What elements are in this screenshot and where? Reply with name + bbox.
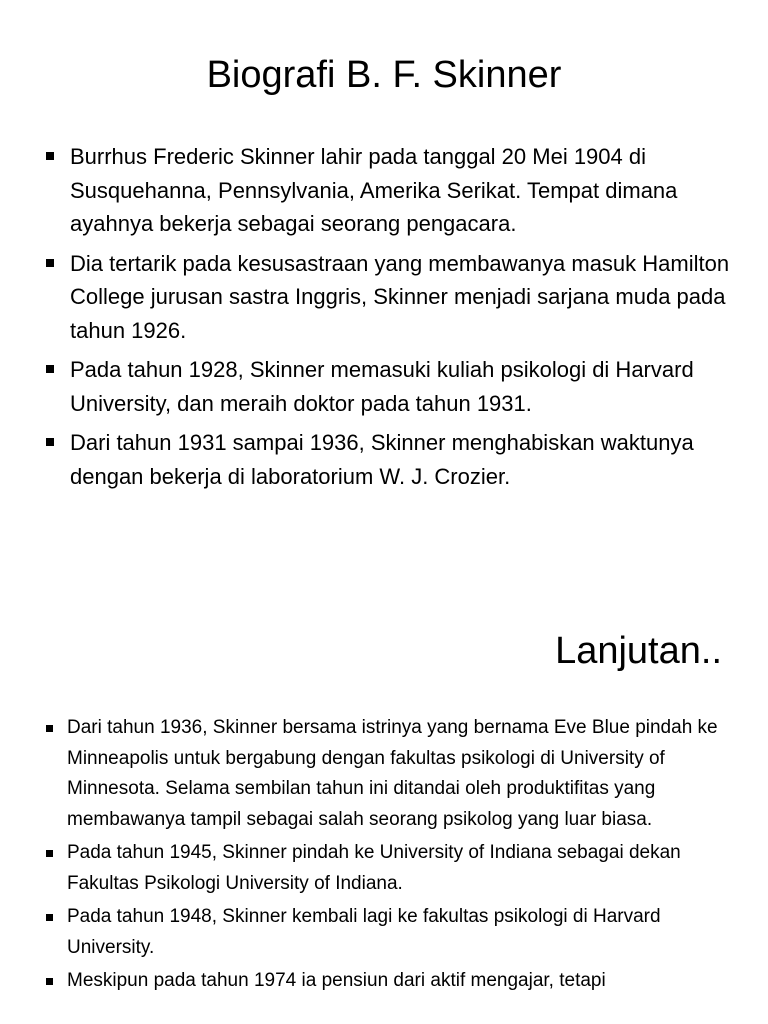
bullet-text: Dari tahun 1936, Skinner bersama istrinya yang bernama Eve Blue pindah ke Minneapolis untuk bergabung dengan fakultas psikologi di University of Minnesota. Selama sembilan tahun ini ditandai oleh produktifitas yang membawanya tampil sebagai salah seorang psikolog yang luar biasa. [67,717,718,830]
bullet-square-icon [46,914,53,921]
bullet-item [46,353,736,420]
bullet-square-icon [46,152,54,160]
bullet-square-icon [46,438,54,446]
bullet-text: Meskipun pada tahun 1974 ia pensiun dari aktif mengajar, tetapi [67,970,606,991]
bullet-item [46,966,736,997]
bullet-square-icon [46,259,54,267]
bullet-list [46,140,736,499]
bullet-text: Pada tahun 1945, Skinner pindah ke University of Indiana sebagai dekan Fakultas Psikologi University of Indiana. [67,842,681,894]
bullet-square-icon [46,725,53,732]
bullet-item [46,838,736,899]
slide-title: Biografi B. F. Skinner [206,54,562,96]
slide-title: Lanjutan.. [555,630,722,672]
bullet-text: Dari tahun 1931 sampai 1936, Skinner menghabiskan waktunya dengan bekerja di laboratorium W. J. Crozier. [70,430,694,489]
bullet-item [46,426,736,493]
bullet-text: Pada tahun 1948, Skinner kembali lagi ke fakultas psikologi di Harvard University. [67,906,661,958]
bullet-square-icon [46,978,53,985]
bullet-text: Pada tahun 1928, Skinner memasuki kuliah psikologi di Harvard University, dan meraih doktor pada tahun 1931. [70,357,694,416]
bullet-item [46,713,736,835]
bullet-square-icon [46,850,53,857]
bullet-item [46,902,736,963]
bullet-item [46,247,736,348]
bullet-square-icon [46,365,54,373]
bullet-text: Burrhus Frederic Skinner lahir pada tanggal 20 Mei 1904 di Susquehanna, Pennsylvania, Amerika Serikat. Tempat dimana ayahnya bekerja sebagai seorang pengacara. [70,144,678,236]
slide-lanjutan [0,576,768,1024]
bullet-text: Dia tertarik pada kesusastraan yang membawanya masuk Hamilton College jurusan sastra Inggris, Skinner menjadi sarjana muda pada tahun 1926. [70,250,730,343]
bullet-list [46,713,736,1000]
bullet-item [46,140,736,241]
